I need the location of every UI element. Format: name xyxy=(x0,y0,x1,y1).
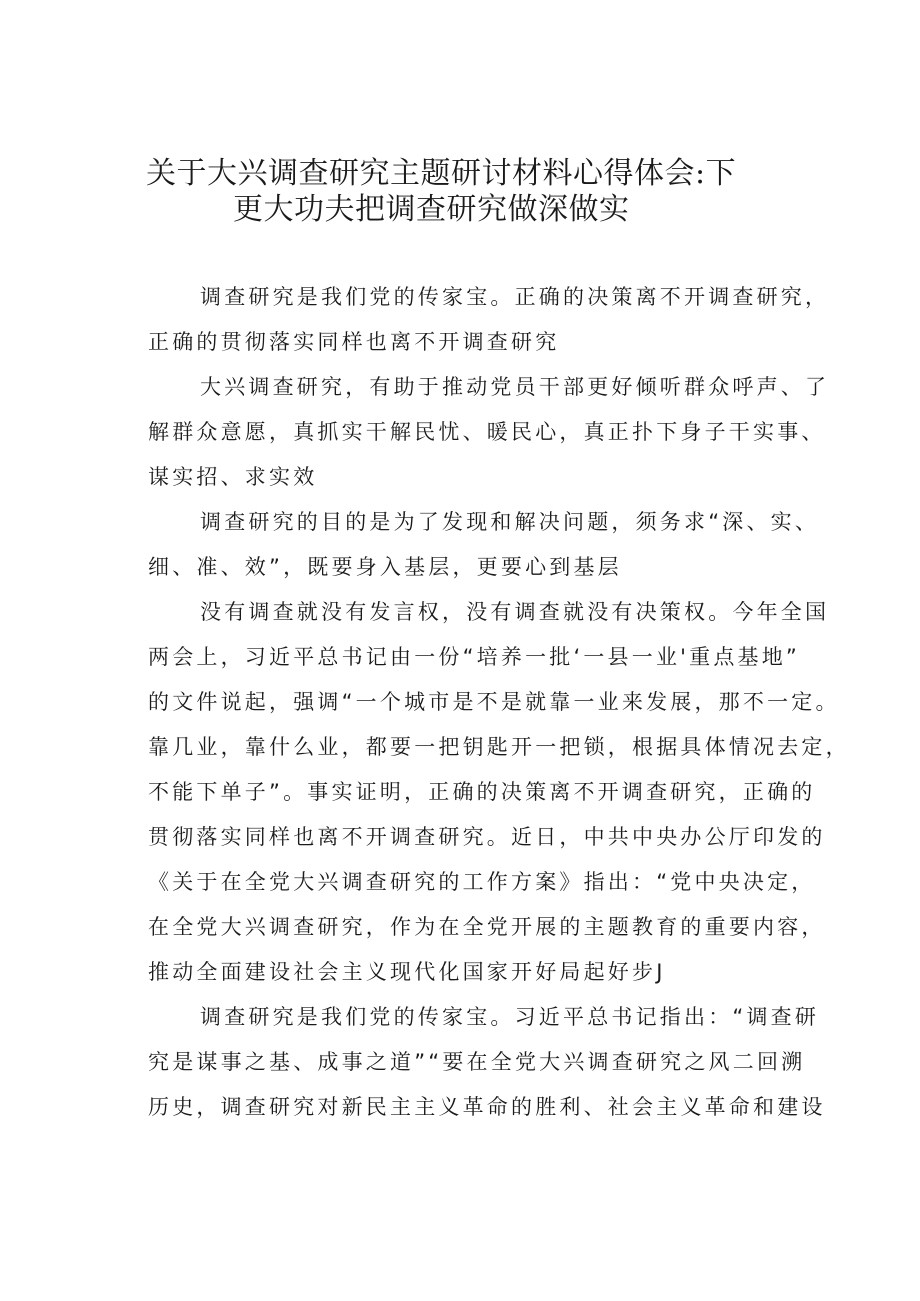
paragraph-5-line-1: 调查研究是我们党的传家宝。习近平总书记指出：“调查研 xyxy=(200,1005,820,1029)
paragraph-2-line-2: 解群众意愿，真抓实干解民忧、暖民心，真正扑下身子干实事、 xyxy=(148,420,826,444)
paragraph-4-line-8: 在全党大兴调查研究，作为在全党开展的主题教育的重要内容， xyxy=(148,915,826,939)
paragraph-2-line-3: 谋实招、求实效 xyxy=(148,465,318,489)
paragraph-1-line-2: 正确的贯彻落实同样也离不开调查研究 xyxy=(148,330,560,354)
paragraph-2-line-1: 大兴调查研究，有助于推动党员干部更好倾听群众呼声、了 xyxy=(200,375,830,399)
paragraph-5-line-2: 究是谋事之基、成事之道”“要在全党大兴调查研究之风二回溯 xyxy=(148,1050,806,1074)
title-line-1: 关于大兴调查研究主题研讨材料心得体会:下 xyxy=(146,156,737,191)
paragraph-4-line-3: 的文件说起，强调“一个城市是不是就靠一业来发展，那不一定。 xyxy=(148,690,840,714)
paragraph-3-line-2: 细、准、效”，既要身入基层，更要心到基层 xyxy=(148,555,622,579)
paragraph-3-line-1: 调查研究的目的是为了发现和解决问题，须务求“深、实、 xyxy=(200,510,820,534)
paragraph-4-line-4: 靠几业，靠什么业，都要一把钥匙开一把锁，根据具体情况去定， xyxy=(148,735,850,759)
paragraph-4-line-7: 《关于在全党大兴调查研究的工作方案》指出：“党中央决定， xyxy=(148,870,816,894)
paragraph-1-line-1: 调查研究是我们党的传家宝。正确的决策离不开调查研究， xyxy=(200,285,830,309)
paragraph-4-line-1: 没有调查就没有发言权，没有调查就没有决策权。今年全国 xyxy=(200,600,830,624)
paragraph-5-line-3: 历史，调查研究对新民主主义革命的胜利、社会主义革命和建设 xyxy=(148,1095,826,1119)
paragraph-4-line-2: 两会上，习近平总书记由一份“培养一批‘一县一业'重点基地” xyxy=(148,645,801,669)
paragraph-4-line-6: 贯彻落实同样也离不开调查研究。近日，中共中央办公厅印发的 xyxy=(148,825,826,849)
paragraph-4-line-5: 不能下单子”。事实证明，正确的决策离不开调查研究，正确的 xyxy=(148,780,816,804)
paragraph-4-line-9: 推动全面建设社会主义现代化国家开好局起好步J xyxy=(148,960,666,984)
title-line-2: 更大功夫把调查研究做深做实 xyxy=(233,192,630,227)
